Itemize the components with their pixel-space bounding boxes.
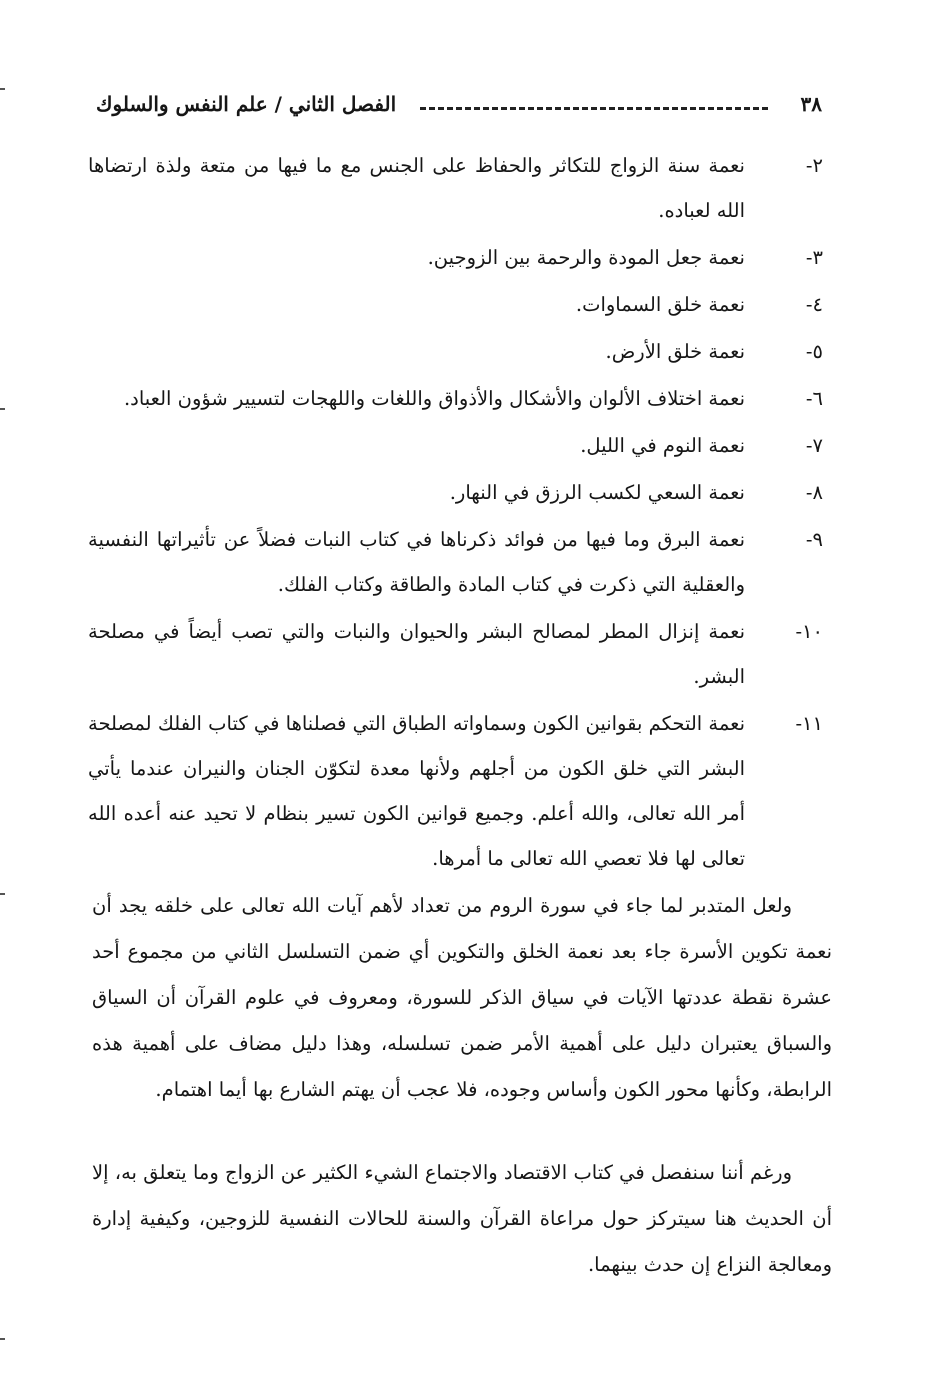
- list-number: ٢-: [805, 154, 823, 177]
- list-text: نعمة السعي لكسب الرزق في النهار.: [449, 481, 745, 504]
- list-item: [88, 235, 823, 280]
- margin-mark: [0, 893, 5, 895]
- list-text: نعمة التحكم بقوانين الكون وسماواته الطباق التي فصلناها في كتاب الفلك لمصلحة البشر التي خلق الكون من أجلهم ولأنها معدة لتكوّن الجنان والنيران عندما يأتي أمر الله تعالى، والله أعلم. وجميع قوانين الكون تسير بنظام لا تحيد عنه أعده الله تعالى لها فلا تعصي الله تعالى ما أمرها.: [88, 712, 745, 870]
- list-item: [88, 282, 823, 327]
- list-text: نعمة جعل المودة والرحمة بين الزوجين.: [427, 246, 745, 269]
- body-paragraph: ورغم أننا سنفصل في كتاب الاقتصاد والاجتماع الشيء الكثير عن الزواج وما يتعلق به، إلا أن الحديث هنا سيتركز حول مراعاة القرآن والسنة للحالات النفسية للزوجين، وكيفية إدارة ومعالجة النزاع إن حدث بينهما.: [92, 1161, 832, 1276]
- list-item: [88, 701, 823, 881]
- list-item: [88, 609, 823, 699]
- list-number: ٨-: [805, 481, 823, 504]
- list-number: ٦-: [805, 387, 823, 410]
- page-number: ٣٨: [800, 92, 822, 116]
- list-text: نعمة خلق السماوات.: [575, 293, 745, 316]
- list-item: [88, 517, 823, 607]
- body-paragraph: ولعل المتدبر لما جاء في سورة الروم من تعداد لأهم آيات الله تعالى على خلقه يجد أن نعمة تكوين الأسرة جاء بعد نعمة الخلق والتكوين أي ضمن التسلسل الثاني من مجموع أحد عشرة نقطة عددتها الآيات في سياق الذكر للسورة، ومعروف في علوم القرآن أن السياق والسباق يعتبران دليل على أهمية الأمر ضمن تسلسله، وهذا دليل مضاف على أهمية هذه الرابطة، وكأنها محور الكون وأساس وجوده، فلا عجب أن يهتم الشارع بها أيما اهتمام.: [92, 894, 832, 1101]
- chapter-title: الفصل الثاني / علم النفس والسلوك: [96, 92, 397, 116]
- list-number: ١٠-: [795, 620, 823, 643]
- list-text: نعمة النوم في الليل.: [580, 434, 745, 457]
- list-number: ١١-: [795, 712, 823, 735]
- list-text: نعمة البرق وما فيها من فوائد ذكرناها في كتاب النبات فضلاً عن تأثيراتها النفسية والعقلية التي ذكرت في كتاب المادة والطاقة وكتاب الفلك.: [88, 528, 745, 596]
- dash-leader: [420, 107, 768, 110]
- list-text: نعمة اختلاف الألوان والأشكال والأذواق واللغات واللهجات لتسيير شؤون العباد.: [123, 387, 745, 410]
- margin-mark: [0, 1338, 5, 1340]
- list-number: ٩-: [805, 528, 823, 551]
- list-text: نعمة سنة الزواج للتكاثر والحفاظ على الجنس مع ما فيها من متعة ولذة ارتضاها الله لعباده.: [88, 154, 745, 222]
- list-number: ٥-: [805, 340, 823, 363]
- list-number: ٤-: [805, 293, 823, 316]
- list-item: [88, 143, 823, 233]
- list-number: ٣-: [805, 246, 823, 269]
- list-item: [88, 470, 823, 515]
- list-item: [88, 376, 823, 421]
- margin-mark: [0, 88, 5, 90]
- list-text: نعمة إنزال المطر لمصالح البشر والحيوان والنبات والتي تصب أيضاً في مصلحة البشر.: [88, 620, 745, 688]
- list-item: [88, 423, 823, 468]
- list-number: ٧-: [805, 434, 823, 457]
- list-text: نعمة خلق الأرض.: [605, 340, 745, 363]
- blessings-list: [88, 143, 823, 883]
- list-item: [88, 329, 823, 374]
- margin-mark: [0, 408, 5, 410]
- running-header: [96, 84, 822, 124]
